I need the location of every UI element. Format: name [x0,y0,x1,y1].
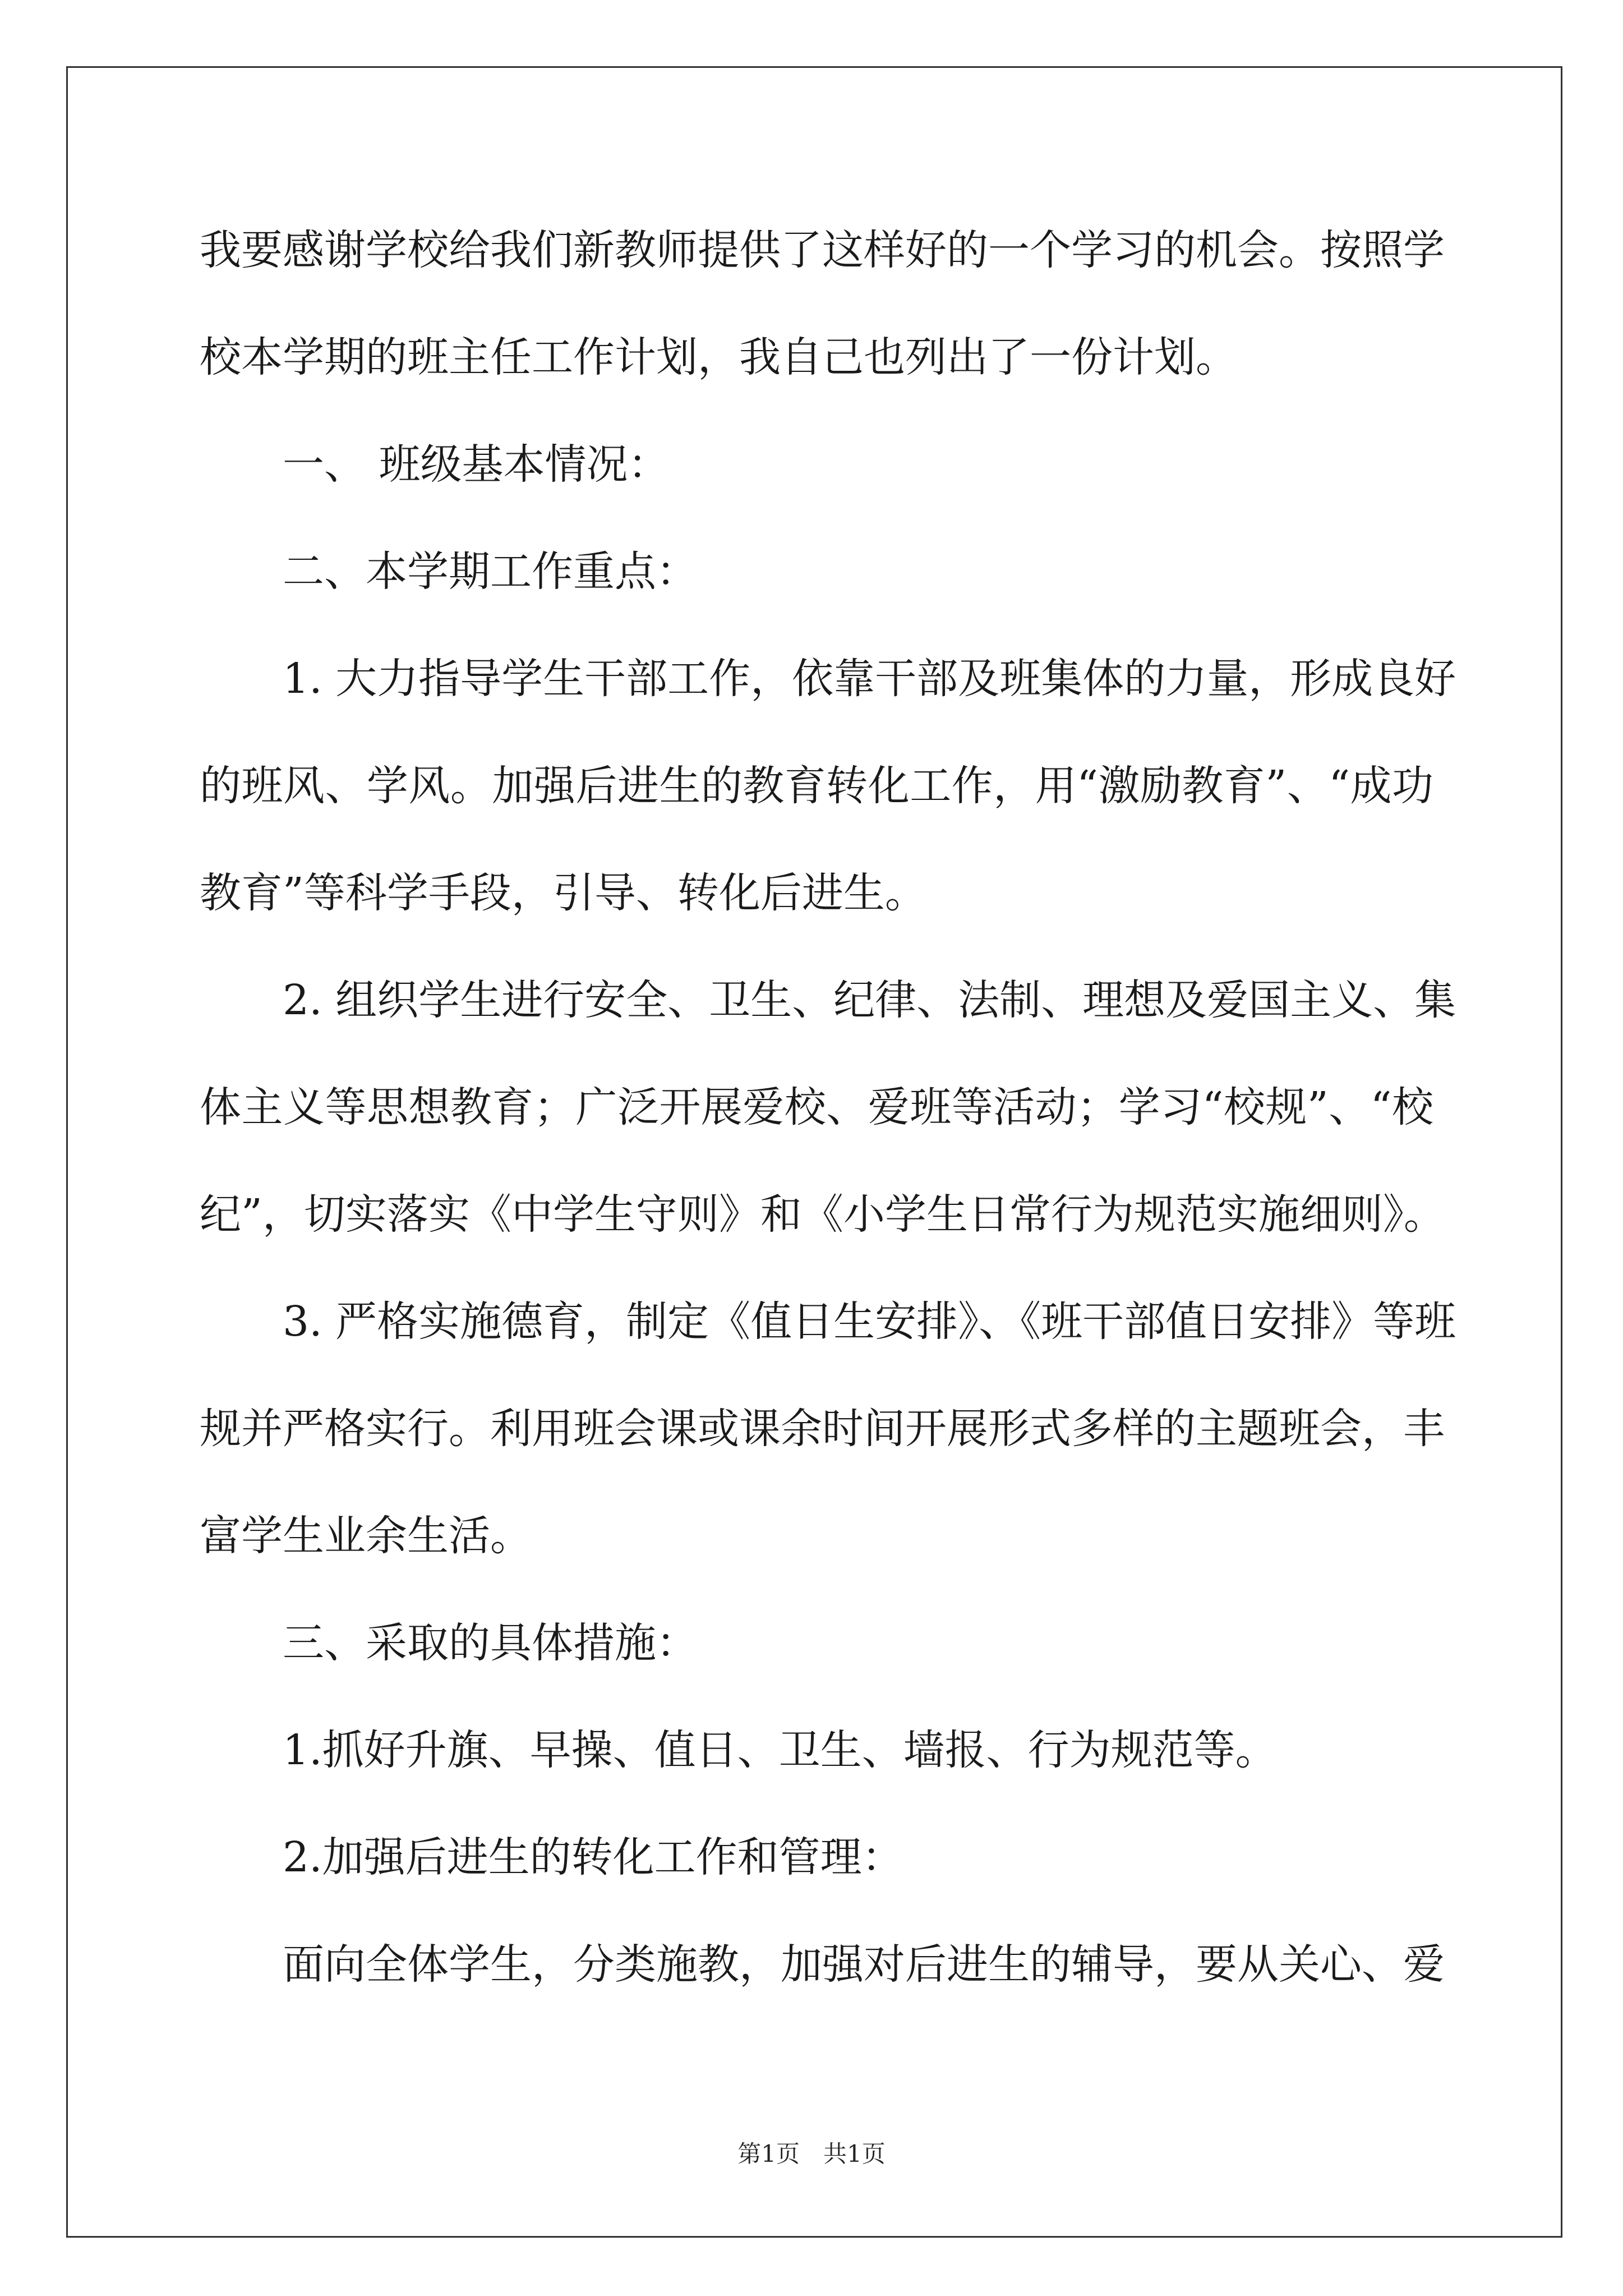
text-line: 1.抓好升旗、早操、值日、卫生、墙报、行为规范等。 [283,1726,1277,1774]
text-line: 教育”等科学手段，引导、转化后进生。 [200,869,926,917]
text-line: 三、采取的具体措施： [283,1619,698,1667]
text-line: 体主义等思想教育；广泛开展爱校、爱班等活动；学习“校规”、“校 [200,1083,1433,1131]
text-line: 我要感谢学校给我们新教师提供了这样好的一个学习的机会。按照学 [200,226,1445,274]
text-line: 一、 班级基本情况： [283,440,670,489]
text-line: 校本学期的班主任工作计划，我自己也列出了一份计划。 [200,333,1237,381]
text-line: 的班风、学风。加强后进生的教育转化工作，用“激励教育”、“成功 [200,762,1433,810]
text-line: 2.加强后进生的转化工作和管理： [283,1833,903,1881]
page-number-footer: 第1页 共1页 [737,2140,886,2168]
text-line: 富学生业余生活。 [200,1512,532,1560]
document-body [200,197,1456,2018]
text-line: 2. 组织学生进行安全、卫生、纪律、法制、理想及爱国主义、集 [283,976,1456,1024]
text-line: 3. 严格实施德育，制定《值日生安排》、《班干部值日安排》等班 [283,1297,1456,1346]
text-line: 二、本学期工作重点： [283,547,698,596]
text-line: 面向全体学生，分类施教，加强对后进生的辅导，要从关心、爱 [283,1940,1445,1989]
text-line: 纪”，切实落实《中学生守则》和《小学生日常行为规范实施细则》。 [200,1190,1445,1239]
text-line: 1. 大力指导学生干部工作，依靠干部及班集体的力量，形成良好 [283,655,1456,703]
text-line: 规并严格实行。利用班会课或课余时间开展形式多样的主题班会，丰 [200,1405,1445,1453]
